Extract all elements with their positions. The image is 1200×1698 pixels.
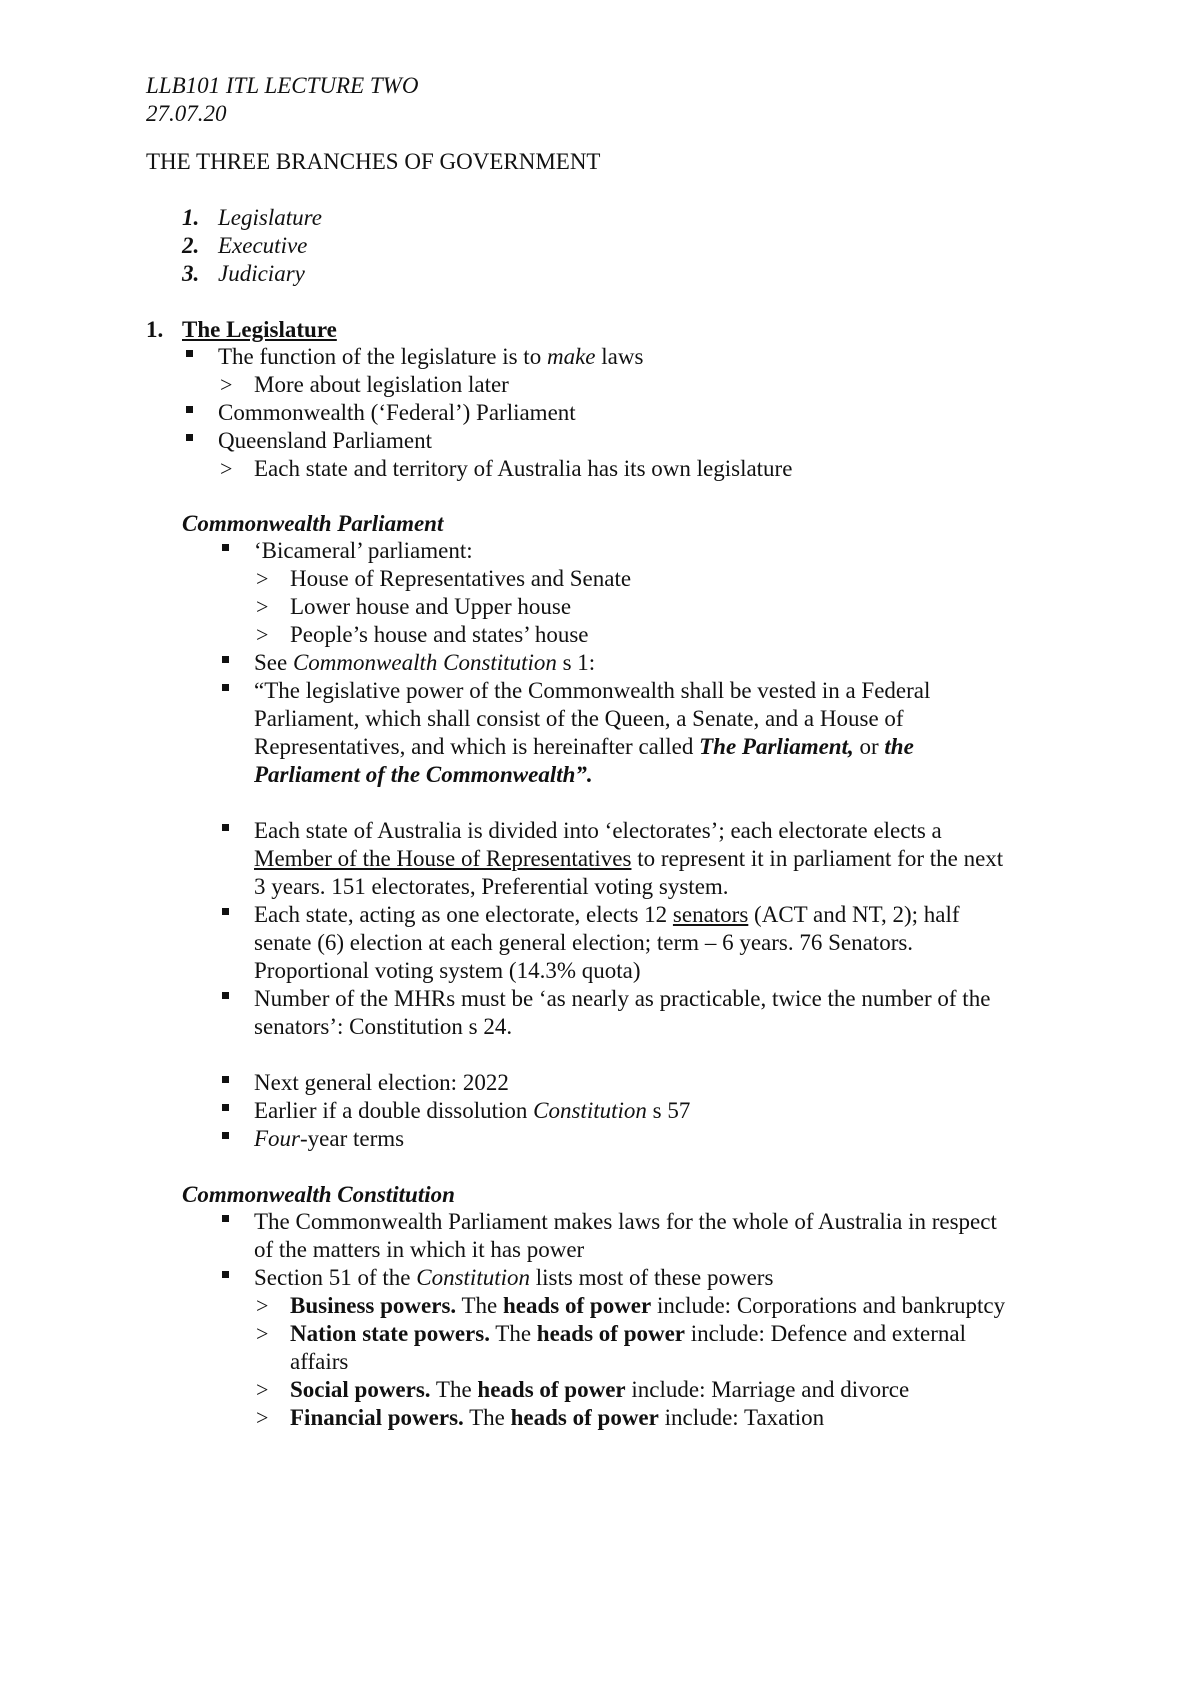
- list-item: Lower house and Upper house: [290, 594, 572, 619]
- list-item: senators’: Constitution s 24.: [254, 1014, 513, 1039]
- list-item: Each state of Australia is divided into ‘electorates’; each electorate elects a: [254, 818, 942, 843]
- subsection-heading: Commonwealth Parliament: [182, 511, 444, 536]
- quote-line: Parliament, which shall consist of the Queen, a Senate, and a House of: [254, 706, 904, 731]
- chevron-right-icon: >: [256, 1377, 269, 1402]
- bullet-square-icon: [222, 1076, 229, 1083]
- list-item: Social powers. The heads of power include: Marriage and divorce: [290, 1377, 910, 1402]
- quote-line: Representatives, and which is hereinafter called The Parliament, or the: [254, 734, 914, 759]
- page-title: THE THREE BRANCHES OF GOVERNMENT: [146, 149, 601, 174]
- list-item: Member of the House of Representatives to represent it in parliament for the next: [254, 846, 1004, 871]
- list-number: 3.: [182, 261, 200, 286]
- bullet-square-icon: [222, 544, 229, 551]
- chevron-right-icon: >: [256, 594, 269, 619]
- bullet-square-icon: [186, 406, 193, 413]
- list-item: Commonwealth (‘Federal’) Parliament: [218, 400, 576, 425]
- list-item: 3 years. 151 electorates, Preferential voting system.: [254, 874, 729, 899]
- list-item: Judiciary: [218, 261, 305, 286]
- list-item: The function of the legislature is to make laws: [218, 344, 644, 369]
- list-item: Earlier if a double dissolution Constitution s 57: [254, 1098, 691, 1123]
- list-item: Next general election: 2022: [254, 1070, 509, 1095]
- bullet-square-icon: [222, 656, 229, 663]
- bullet-square-icon: [222, 1271, 229, 1278]
- bullet-square-icon: [186, 350, 193, 357]
- list-item: senate (6) election at each general election; term – 6 years. 76 Senators.: [254, 930, 914, 955]
- section-heading: The Legislature: [182, 317, 337, 342]
- list-item: Section 51 of the Constitution lists most of these powers: [254, 1265, 774, 1290]
- bullet-square-icon: [222, 1104, 229, 1111]
- list-item: More about legislation later: [254, 372, 509, 397]
- list-item: People’s house and states’ house: [290, 622, 589, 647]
- quote-line: “The legislative power of the Commonwealth shall be vested in a Federal: [254, 678, 931, 703]
- bullet-square-icon: [222, 908, 229, 915]
- list-item: Nation state powers. The heads of power include: Defence and external: [290, 1321, 966, 1346]
- quote-line: Parliament of the Commonwealth”.: [254, 762, 593, 787]
- list-number: 2.: [182, 233, 200, 258]
- chevron-right-icon: >: [256, 1293, 269, 1318]
- list-item: Number of the MHRs must be ‘as nearly as practicable, twice the number of the: [254, 986, 991, 1011]
- bullet-square-icon: [222, 992, 229, 999]
- list-item: Each state, acting as one electorate, elects 12 senators (ACT and NT, 2); half: [254, 902, 960, 927]
- list-item: Proportional voting system (14.3% quota): [254, 958, 641, 983]
- section-number: 1.: [146, 317, 164, 342]
- course-line: LLB101 ITL LECTURE TWO: [146, 73, 419, 98]
- list-number: 1.: [182, 205, 200, 230]
- bullet-square-icon: [222, 684, 229, 691]
- list-item: Executive: [218, 233, 308, 258]
- chevron-right-icon: >: [256, 1321, 269, 1346]
- list-item: Legislature: [218, 205, 322, 230]
- bullet-square-icon: [222, 1132, 229, 1139]
- chevron-right-icon: >: [220, 456, 233, 481]
- list-item: Four-year terms: [254, 1126, 405, 1151]
- subsection-heading: Commonwealth Constitution: [182, 1182, 455, 1207]
- bullet-square-icon: [186, 434, 193, 441]
- list-item: Financial powers. The heads of power include: Taxation: [290, 1405, 825, 1430]
- chevron-right-icon: >: [256, 622, 269, 647]
- list-item: See Commonwealth Constitution s 1:: [254, 650, 596, 675]
- list-item: Each state and territory of Australia has its own legislature: [254, 456, 793, 481]
- chevron-right-icon: >: [256, 566, 269, 591]
- bullet-square-icon: [222, 824, 229, 831]
- date-line: 27.07.20: [146, 101, 227, 126]
- list-item: of the matters in which it has power: [254, 1237, 585, 1262]
- list-item: The Commonwealth Parliament makes laws for the whole of Australia in respect: [254, 1209, 997, 1234]
- list-item: Queensland Parliament: [218, 428, 432, 453]
- list-item: House of Representatives and Senate: [290, 566, 632, 591]
- list-item: ‘Bicameral’ parliament:: [254, 538, 473, 563]
- list-item: Business powers. The heads of power include: Corporations and bankruptcy: [290, 1293, 1006, 1318]
- chevron-right-icon: >: [256, 1405, 269, 1430]
- chevron-right-icon: >: [220, 372, 233, 397]
- list-item: affairs: [290, 1349, 349, 1374]
- bullet-square-icon: [222, 1215, 229, 1222]
